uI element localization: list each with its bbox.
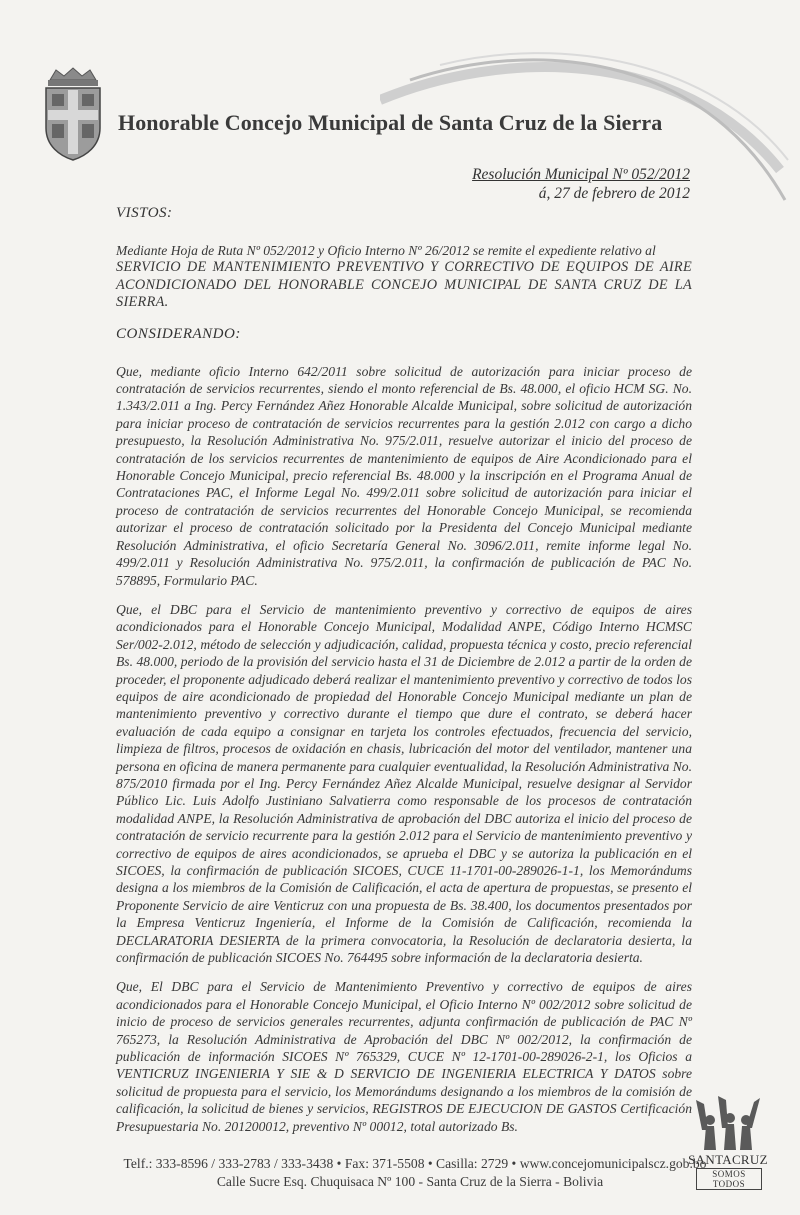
logo-text: SANTACRUZ bbox=[688, 1152, 768, 1167]
resolution-date: á, 27 de febrero de 2012 bbox=[538, 185, 690, 202]
logo-tagline: SOMOS TODOS bbox=[696, 1168, 762, 1190]
footer-address: Calle Sucre Esq. Chuquisaca Nº 100 - Santa Cruz de la Sierra - Bolivia bbox=[216, 1174, 604, 1189]
people-figures-icon bbox=[688, 1090, 768, 1152]
document-body bbox=[116, 205, 692, 1147]
santacruz-logo bbox=[688, 1090, 768, 1200]
resolution-block bbox=[472, 165, 690, 203]
considerando-paragraph: Que, mediante oficio Interno 642/2011 sobre solicitud de autorización para iniciar proceso de contratación de servicios recurrentes, siendo el monto referencial de Bs. 48.000, el oficio HCM SG. No. 1.343/2.011 a Ing. Percy Fernández Añez Honorable Alcalde Municipal, sobre solicitud de autorización para iniciar proceso de contratación de servicios recurrentes para la gestión 2.012 con cargo a dicho presupuesto, la Resolución Administrativa No. 975/2.011, resuelve autorizar el inicio del proceso de contratación de los servicios recurrentes de mantenimiento de equipos de Aire Acondicionado para el Honorable Concejo Municipal, precio referencial Bs. 48.000 y la inscripción en el Programa Anual de Contrataciones PAC, el Informe Legal No. 499/2.011 sobre solicitud de autorización para iniciar el proceso de contratación de servicios recurrentes del Honorable Concejo Municipal, se recomienda autorizar el proceso de contratación solicitado por la Presidenta del Concejo Municipal mediante Resolución Administrativa, el oficio Secretaría General No. 3096/2.011, remite informe legal No. 499/2.011 y Resolución Administrativa No. 975/2.011, la confirmación de publicación de PAC No. 578895, Formulario PAC. bbox=[116, 363, 692, 588]
vistos-heading: VISTOS: bbox=[116, 205, 173, 221]
footer-contact: Telf.: 333-8596 / 333-2783 / 333-3438 • Fax: 371-5508 • Casilla: 2729 • www.concejomunicipalscz.gob.bo bbox=[123, 1156, 707, 1171]
considerando-heading: CONSIDERANDO: bbox=[116, 325, 241, 342]
page-title: Honorable Concejo Municipal de Santa Cruz de la Sierra bbox=[118, 110, 663, 135]
page-footer bbox=[0, 1155, 800, 1191]
vistos-subject: SERVICIO DE MANTENIMIENTO PREVENTIVO Y CORRECTIVO DE EQUIPOS DE AIRE ACONDICIONADO DEL HONORABLE CONCEJO MUNICIPAL DE SANTA CRUZ DE LA SIERRA. bbox=[116, 259, 692, 311]
considerando-paragraph: Que, el DBC para el Servicio de mantenimiento preventivo y correctivo de equipos de aires acondicionados para el Honorable Concejo Municipal, Modalidad ANPE, Código Interno HCMSC Ser/002-2.012, método de selección y adjudicación, calidad, propuesta técnica y costo, precio referencial Bs. 48.000, periodo de la provisión del servicio hasta el 31 de Diciembre de 2.012 a partir de la orden de proceder, el proponente adjudicado deberá realizar el mantenimiento preventivo y correctivo de todos los equipos de aire acondicionado de propiedad del Honorable Concejo Municipal mediante un plan de mantenimiento preventivo y correctivo durante el tiempo que dure el contrato, se deberá hacer evaluación de cada equipo a consignar en tarjeta los controles efectuados, frecuencia del servicio, limpieza de filtros, procesos de oxidación en chasis, lubricación del motor del ventilador, mantener una persona en oficina de manera permanente para cualquier eventualidad, la Resolución Administrativa No. 875/2010 firmada por el Ing. Percy Fernández Añez Alcalde Municipal, resuelve designar al Servidor Público Lic. Luis Adolfo Justiniano Salvatierra como responsable de los procesos de contratación modalidad ANPE, la Resolución Administrativa de aprobación del DBC autoriza el inicio del proceso de contratación de servicio recurrente para la gestión 2.012 para el Servicio de mantenimiento preventivo y correctivo de equipos de aires acondicionados, se aprueba el DBC y se autoriza la publicación en el SICOES, la confirmación de publicación SICOES, CUCE 11-1701-00-289026-1-1, los Memorándums designa a los miembros de la Comisión de Calificación, el acta de apertura de propuestas, se presento el Proponente Servicio de aire Venticruz con una propuesta de Bs. 38.400, los documentos presentados por la Empresa Venticruz Ingeniería, el Informe de la Comisión de Calificación, recomienda la DECLARATORIA DESIERTA de la primera convocatoria, la Resolución de declaratoria desierta, la confirmación de publicación SICOES No. 764495 sobre información de la declaratoria desierta. bbox=[116, 601, 692, 966]
vistos-intro: Mediante Hoja de Ruta Nº 052/2012 y Oficio Interno Nº 26/2012 se remite el expediente relativo al bbox=[116, 243, 656, 258]
coat-of-arms-icon bbox=[40, 66, 106, 162]
considerando-paragraph: Que, El DBC para el Servicio de Mantenimiento Preventivo y correctivo de equipos de aires acondicionados para el Honorable Concejo Municipal, el Oficio Interno Nº 002/2012 sobre solicitud de inicio de proceso de servicios generales recurrentes, adjunta confirmación de publicación de PAC Nº 765273, la Resolución Administrativa de Aprobación del DBC Nº 002/2012, la confirmación de publicación de información SICOES Nº 765329, CUCE Nº 12-1701-00-289026-2-1, los Oficios a VENTICRUZ INGENIERIA Y SIE & D SERVICIO DE INGENIERIA ELECTRICA Y DATOS sobre solicitud de propuesta para el servicio, los Memorándums designando a los miembros de la comisión de calificación, la solicitud de bienes y servicios, REGISTROS DE EJECUCION DE GASTOS Certificación Presupuestaria No. 201200012, preventivo Nº 00012, total autorizado Bs. bbox=[116, 979, 692, 1134]
resolution-number: Resolución Municipal Nº 052/2012 bbox=[472, 166, 690, 183]
